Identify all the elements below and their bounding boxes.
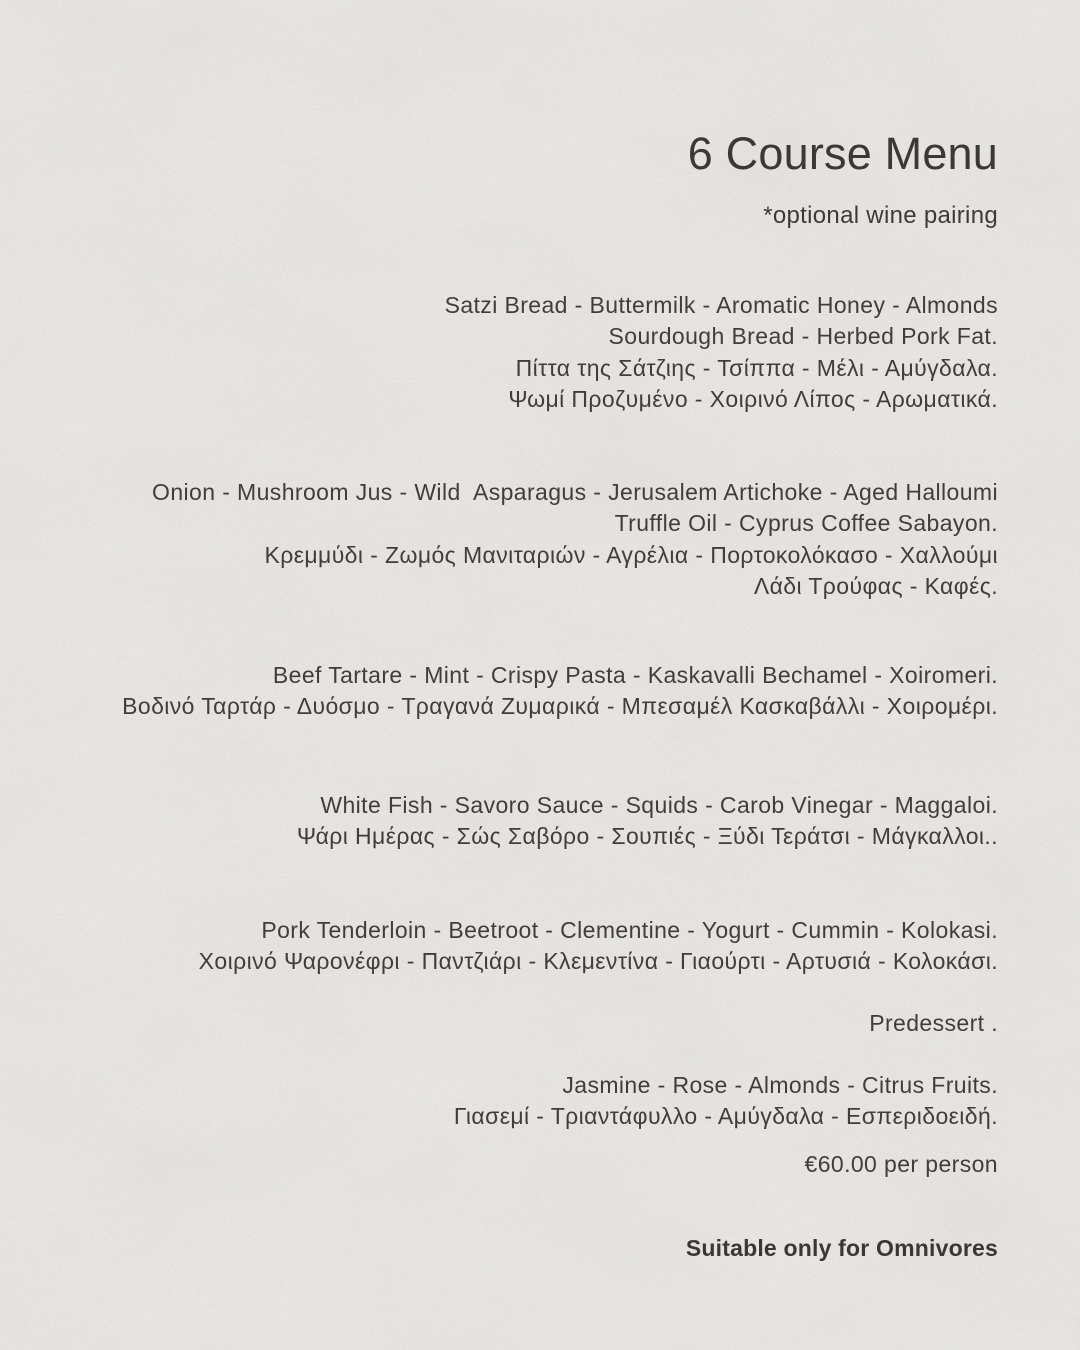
course-1-line-en-1: Satzi Bread - Buttermilk - Aromatic Honey - Almonds <box>444 292 998 318</box>
wine-pairing-note: *optional wine pairing <box>763 202 998 229</box>
course-5-line-gr: Χοιρινό Ψαρονέφρι - Παντζιάρι - Κλεμεντίνα - Γιαούρτι - Αρτυσιά - Κολοκάσι. <box>198 948 998 975</box>
course-1-line-en-2: Sourdough Bread - Herbed Pork Fat. <box>608 323 998 350</box>
course-1-line-gr-2: Ψωμί Προζυμένο - Χοιρινό Λίπος - Αρωματικά. <box>508 386 998 413</box>
course-5 <box>30 915 998 978</box>
predessert-label: Predessert . <box>869 1010 998 1036</box>
course-2-line-en-2: Truffle Oil - Cyprus Coffee Sabayon. <box>614 510 998 537</box>
course-3-line-gr: Βοδινό Ταρτάρ - Δυόσμο - Τραγανά Ζυμαρικά - Μπεσαμέλ Κασκαβάλλι - Χοιρομέρι. <box>122 693 998 720</box>
course-6-line-en: Jasmine - Rose - Almonds - Citrus Fruits. <box>562 1072 998 1098</box>
course-6-line-gr: Γιασεμί - Τριαντάφυλλο - Αμύγδαλα - Εσπεριδοειδή. <box>453 1103 998 1130</box>
course-3 <box>30 660 998 723</box>
course-2-line-gr-2: Λάδι Τρούφας - Καφές. <box>753 573 998 600</box>
course-1 <box>30 290 998 416</box>
menu-title: 6 Course Menu <box>687 128 998 179</box>
course-4 <box>30 790 998 853</box>
course-4-line-en: White Fish - Savoro Sauce - Squids - Carob Vinegar - Maggaloi. <box>320 792 998 818</box>
dietary-note <box>30 1233 998 1264</box>
price-label: €60.00 per person <box>804 1151 998 1177</box>
dietary-note-label: Suitable only for Omnivores <box>685 1235 998 1261</box>
price-line <box>30 1149 998 1180</box>
course-2 <box>30 477 998 603</box>
course-1-line-gr-1: Πίττα της Σάτζιης - Τσίππα - Μέλι - Αμύγδαλα. <box>515 354 998 381</box>
course-4-line-gr: Ψάρι Ημέρας - Σώς Σαβόρο - Σουπιές - Ξύδι Τεράτσι - Μάγκαλλοι.. <box>296 823 998 850</box>
course-2-line-en-1: Onion - Mushroom Jus - Wild Asparagus - Jerusalem Artichoke - Aged Halloumi <box>152 479 998 505</box>
course-2-line-gr-1: Κρεμμύδι - Ζωμός Μανιταριών - Αγρέλια - Πορτοκολόκασο - Χαλλούμι <box>264 541 998 568</box>
course-5-line-en: Pork Tenderloin - Beetroot - Clementine - Yogurt - Cummin - Kolokasi. <box>261 917 998 943</box>
course-6 <box>30 1070 998 1133</box>
predessert-line <box>30 1008 998 1039</box>
course-3-line-en: Beef Tartare - Mint - Crispy Pasta - Kaskavalli Bechamel - Xoiromeri. <box>272 662 998 688</box>
